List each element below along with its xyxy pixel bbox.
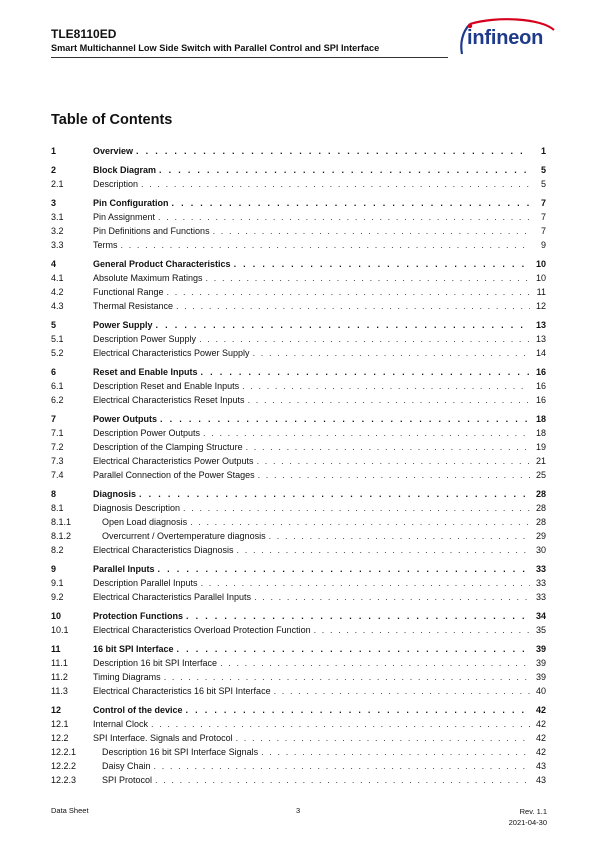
toc-entry[interactable]: [51, 642, 546, 656]
toc-dot-leader: [183, 501, 530, 515]
toc-entry-number: 2.1: [51, 179, 64, 189]
toc-entry-leader-line: [93, 346, 546, 360]
toc-dot-leader: [159, 163, 530, 177]
toc-entry-page[interactable]: 30: [530, 543, 546, 557]
toc-entry-number: 3.2: [51, 226, 64, 236]
toc-entry-leader-line: [93, 426, 546, 440]
toc-entry-leader-line: [93, 609, 546, 623]
toc-entry-title[interactable]: Description: [93, 177, 141, 191]
toc-entry-page[interactable]: 29: [530, 529, 546, 543]
toc-entry-number: 12.2.3: [51, 775, 77, 785]
toc-entry-leader-line: [93, 196, 546, 210]
toc-entry-leader-line: [93, 703, 546, 717]
toc-entry[interactable]: [51, 318, 546, 332]
toc-entry-number: 6.2: [51, 395, 64, 405]
toc-entry[interactable]: [51, 196, 546, 210]
toc-dot-leader: [177, 642, 530, 656]
toc-dot-leader: [254, 590, 530, 604]
toc-entry-leader-line: [102, 529, 546, 543]
toc-dot-leader: [314, 623, 530, 637]
toc-entry[interactable]: [51, 515, 546, 529]
toc-entry-leader-line: [93, 623, 546, 637]
toc-entry-number: 5.1: [51, 334, 64, 344]
toc-entry-leader-line: [93, 440, 546, 454]
toc-dot-leader: [151, 717, 530, 731]
toc-entry[interactable]: [51, 210, 546, 224]
toc-entry-number: 5.2: [51, 348, 64, 358]
toc-entry-page[interactable]: 18: [530, 426, 546, 440]
toc-entry[interactable]: [51, 365, 546, 379]
toc-entry-leader-line: [93, 590, 546, 604]
footer-revision-block: [509, 806, 547, 828]
toc-entry-number: 9: [51, 564, 57, 574]
document-id: TLE8110ED: [51, 27, 117, 41]
toc-entry[interactable]: [51, 144, 546, 158]
toc-entry-page[interactable]: 33: [530, 576, 546, 590]
footer-revision: Rev. 1.1: [519, 807, 547, 816]
toc-entry-leader-line: [93, 454, 546, 468]
toc-entry-title[interactable]: Open Load diagnosis: [102, 515, 190, 529]
toc-entry-page[interactable]: 42: [530, 745, 546, 759]
toc-entry-page[interactable]: 39: [530, 642, 546, 656]
toc-entry-page[interactable]: 40: [530, 684, 546, 698]
toc-entry-number: 3: [51, 198, 57, 208]
toc-entry-title[interactable]: Pin Definitions and Functions: [93, 224, 213, 238]
toc-entry-number: 9.2: [51, 592, 64, 602]
toc-dot-leader: [257, 454, 530, 468]
toc-dot-leader: [246, 440, 530, 454]
toc-entry-leader-line: [93, 717, 546, 731]
toc-entry-number: 11.1: [51, 658, 68, 668]
toc-entry-number: 4: [51, 259, 57, 269]
toc-entry-number: 8: [51, 489, 57, 499]
footer-doc-type: Data Sheet: [51, 806, 89, 815]
toc-entry-number: 3.1: [51, 212, 64, 222]
toc-dot-leader: [158, 210, 530, 224]
toc-entry-page[interactable]: 14: [530, 346, 546, 360]
toc-entry-page[interactable]: 28: [530, 515, 546, 529]
toc-entry-title[interactable]: Parallel Connection of the Power Stages: [93, 468, 258, 482]
toc-entry-title[interactable]: Thermal Resistance: [93, 299, 176, 313]
toc-entry-title[interactable]: Description Parallel Inputs: [93, 576, 201, 590]
toc-entry-page[interactable]: 7: [530, 210, 546, 224]
toc-entry-title[interactable]: Description 16 bit SPI Interface: [93, 656, 220, 670]
toc-entry-leader-line: [93, 379, 546, 393]
toc-entry-title[interactable]: Description Power Supply: [93, 332, 199, 346]
toc-entry-title[interactable]: Pin Configuration: [93, 196, 172, 210]
toc-entry[interactable]: [51, 487, 546, 501]
toc-entry-number: 4.2: [51, 287, 64, 297]
toc-entry-number: 1: [51, 146, 57, 156]
toc-entry-page[interactable]: 39: [530, 670, 546, 684]
toc-entry-number: 7.4: [51, 470, 64, 480]
toc-dot-leader: [234, 257, 530, 271]
toc-entry-number: 9.1: [51, 578, 64, 588]
toc-entry-leader-line: [102, 745, 546, 759]
toc-dot-leader: [220, 656, 530, 670]
toc-dot-leader: [248, 393, 530, 407]
toc-entry-number: 7.3: [51, 456, 64, 466]
toc-entry-leader-line: [93, 163, 546, 177]
toc-dot-leader: [236, 731, 530, 745]
toc-entry-title[interactable]: SPI Interface. Signals and Protocol: [93, 731, 236, 745]
toc-entry-leader-line: [93, 576, 546, 590]
footer-page-number: 3: [296, 806, 301, 815]
toc-dot-leader: [261, 745, 530, 759]
toc-entry-title[interactable]: Pin Assignment: [93, 210, 158, 224]
toc-entry-title[interactable]: Diagnosis: [93, 487, 139, 501]
toc-entry-number: 11.3: [51, 686, 68, 696]
toc-entry-page[interactable]: 25: [530, 468, 546, 482]
toc-entry[interactable]: [51, 501, 546, 515]
toc-entry-title[interactable]: Control of the device: [93, 703, 186, 717]
toc-entry-title[interactable]: Electrical Characteristics 16 bit SPI Interface: [93, 684, 274, 698]
toc-entry[interactable]: [51, 745, 546, 759]
toc-entry[interactable]: [51, 285, 546, 299]
toc-entry-leader-line: [93, 210, 546, 224]
toc-entry[interactable]: [51, 426, 546, 440]
toc-entry-page[interactable]: 10: [530, 257, 546, 271]
toc-entry-page[interactable]: 28: [530, 501, 546, 515]
toc-entry-leader-line: [93, 642, 546, 656]
document-subtitle: Smart Multichannel Low Side Switch with Parallel Control and SPI Interface: [51, 43, 380, 53]
toc-entry-number: 8.1.2: [51, 531, 72, 541]
toc-entry-number: 10.1: [51, 625, 69, 635]
toc-entry-number: 7: [51, 414, 57, 424]
toc-entry-leader-line: [93, 562, 546, 576]
toc-entry-title[interactable]: Description of the Clamping Structure: [93, 440, 246, 454]
toc-entry-number: 7.1: [51, 428, 64, 438]
toc-entry[interactable]: [51, 731, 546, 745]
toc-entry-leader-line: [93, 393, 546, 407]
toc-entry-page[interactable]: 16: [530, 393, 546, 407]
toc-entry-page[interactable]: 43: [530, 759, 546, 773]
toc-entry-page[interactable]: 12: [530, 299, 546, 313]
toc-entry[interactable]: [51, 332, 546, 346]
toc-entry-leader-line: [93, 332, 546, 346]
toc-entry-page[interactable]: 33: [530, 590, 546, 604]
toc-entry-page[interactable]: 21: [530, 454, 546, 468]
toc-entry-page[interactable]: 7: [530, 224, 546, 238]
toc-entry-page[interactable]: 10: [530, 271, 546, 285]
toc-entry-number: 7.2: [51, 442, 64, 452]
toc-entry-title[interactable]: Description Power Outputs: [93, 426, 203, 440]
toc-entry-leader-line: [93, 501, 546, 515]
toc-dot-leader: [136, 144, 530, 158]
toc-dot-leader: [242, 379, 530, 393]
toc-entry-leader-line: [93, 271, 546, 285]
toc-entry-page[interactable]: 42: [530, 731, 546, 745]
toc-dot-leader: [158, 562, 530, 576]
toc-entry[interactable]: [51, 703, 546, 717]
toc-entry-number: 12.2.2: [51, 761, 77, 771]
toc-entry-page[interactable]: 7: [530, 196, 546, 210]
toc-entry-leader-line: [93, 670, 546, 684]
toc-entry-leader-line: [93, 238, 546, 252]
toc-dot-leader: [121, 238, 531, 252]
toc-entry[interactable]: [51, 623, 546, 637]
toc-dot-leader: [201, 576, 530, 590]
toc-entry-number: 12.1: [51, 719, 69, 729]
toc-dot-leader: [199, 332, 530, 346]
toc-entry-page[interactable]: 39: [530, 656, 546, 670]
toc-entry-page[interactable]: 16: [530, 365, 546, 379]
toc-entry[interactable]: [51, 393, 546, 407]
toc-entry-page[interactable]: 34: [530, 609, 546, 623]
toc-entry-title[interactable]: Description 16 bit SPI Interface Signals: [102, 745, 261, 759]
toc-dot-leader: [155, 773, 530, 787]
toc-entry-leader-line: [93, 656, 546, 670]
toc-entry-title[interactable]: Parallel Inputs: [93, 562, 158, 576]
toc-entry-leader-line: [93, 144, 546, 158]
table-of-contents: [51, 144, 546, 787]
toc-dot-leader: [141, 177, 530, 191]
toc-entry-number: 8.2: [51, 545, 64, 555]
toc-dot-leader: [160, 412, 530, 426]
toc-entry-leader-line: [93, 224, 546, 238]
toc-entry-title[interactable]: Protection Functions: [93, 609, 186, 623]
toc-entry[interactable]: [51, 379, 546, 393]
toc-dot-leader: [258, 468, 530, 482]
toc-entry[interactable]: [51, 177, 546, 191]
toc-entry-number: 5: [51, 320, 57, 330]
toc-entry[interactable]: [51, 271, 546, 285]
toc-entry-page[interactable]: 13: [530, 332, 546, 346]
toc-entry-number: 12.2.1: [51, 747, 77, 757]
toc-entry[interactable]: [51, 670, 546, 684]
toc-entry-number: 8.1.1: [51, 517, 72, 527]
toc-entry-page[interactable]: 42: [530, 703, 546, 717]
toc-dot-leader: [269, 529, 530, 543]
toc-entry[interactable]: [51, 717, 546, 731]
toc-entry-title[interactable]: Timing Diagrams: [93, 670, 164, 684]
toc-entry-leader-line: [93, 318, 546, 332]
toc-entry-number: 10: [51, 611, 62, 621]
toc-entry-title[interactable]: Electrical Characteristics Reset Inputs: [93, 393, 248, 407]
toc-entry[interactable]: [51, 440, 546, 454]
toc-entry-title[interactable]: Electrical Characteristics Overload Protection Function: [93, 623, 314, 637]
toc-entry-leader-line: [102, 759, 546, 773]
toc-entry[interactable]: [51, 224, 546, 238]
toc-entry-title[interactable]: Overcurrent / Overtemperature diagnosis: [102, 529, 269, 543]
toc-entry-number: 12: [51, 705, 62, 715]
toc-dot-leader: [201, 365, 530, 379]
toc-entry-page[interactable]: 19: [530, 440, 546, 454]
toc-entry-leader-line: [93, 299, 546, 313]
toc-entry-title[interactable]: Overview: [93, 144, 136, 158]
toc-entry-title[interactable]: Electrical Characteristics Parallel Inputs: [93, 590, 254, 604]
toc-entry-title[interactable]: Electrical Characteristics Diagnosis: [93, 543, 237, 557]
toc-entry-leader-line: [102, 515, 546, 529]
toc-entry-title[interactable]: Description Reset and Enable Inputs: [93, 379, 242, 393]
toc-dot-leader: [190, 515, 530, 529]
toc-entry-title[interactable]: Daisy Chain: [102, 759, 154, 773]
toc-entry-leader-line: [93, 543, 546, 557]
toc-dot-leader: [172, 196, 531, 210]
toc-entry-number: 2: [51, 165, 57, 175]
toc-entry-page[interactable]: 9: [530, 238, 546, 252]
toc-entry-page[interactable]: 33: [530, 562, 546, 576]
toc-dot-leader: [203, 426, 530, 440]
toc-entry[interactable]: [51, 163, 546, 177]
toc-entry-page[interactable]: 11: [530, 285, 546, 299]
toc-entry-page[interactable]: 28: [530, 487, 546, 501]
toc-dot-leader: [176, 299, 530, 313]
toc-entry[interactable]: [51, 412, 546, 426]
toc-dot-leader: [186, 609, 530, 623]
toc-dot-leader: [167, 285, 530, 299]
logo-text: infineon: [467, 27, 544, 49]
toc-entry-page[interactable]: 5: [530, 177, 546, 191]
toc-entry[interactable]: [51, 346, 546, 360]
toc-entry[interactable]: [51, 684, 546, 698]
toc-entry[interactable]: [51, 562, 546, 576]
toc-entry-title[interactable]: Terms: [93, 238, 121, 252]
toc-entry-leader-line: [93, 177, 546, 191]
toc-entry[interactable]: [51, 773, 546, 787]
toc-entry[interactable]: [51, 529, 546, 543]
toc-entry-number: 12.2: [51, 733, 69, 743]
toc-title: Table of Contents: [51, 112, 173, 128]
toc-entry-title[interactable]: Reset and Enable Inputs: [93, 365, 201, 379]
toc-dot-leader: [154, 759, 530, 773]
toc-entry-number: 4.1: [51, 273, 64, 283]
toc-entry[interactable]: [51, 454, 546, 468]
toc-entry[interactable]: [51, 590, 546, 604]
toc-dot-leader: [164, 670, 530, 684]
toc-entry-leader-line: [93, 412, 546, 426]
toc-entry-number: 11.2: [51, 672, 68, 682]
toc-entry[interactable]: [51, 576, 546, 590]
toc-entry[interactable]: [51, 468, 546, 482]
toc-entry-leader-line: [93, 468, 546, 482]
toc-entry-title[interactable]: Electrical Characteristics Power Supply: [93, 346, 253, 360]
toc-entry-number: 6.1: [51, 381, 64, 391]
toc-entry-page[interactable]: 5: [530, 163, 546, 177]
toc-entry[interactable]: [51, 759, 546, 773]
toc-entry[interactable]: [51, 299, 546, 313]
toc-entry-leader-line: [93, 684, 546, 698]
toc-entry[interactable]: [51, 609, 546, 623]
toc-entry-page[interactable]: 1: [530, 144, 546, 158]
toc-entry[interactable]: [51, 257, 546, 271]
toc-entry-title[interactable]: Diagnosis Description: [93, 501, 183, 515]
toc-entry-title[interactable]: Block Diagram: [93, 163, 159, 177]
toc-entry-number: 11: [51, 644, 61, 654]
toc-dot-leader: [186, 703, 530, 717]
toc-entry-number: 4.3: [51, 301, 64, 311]
toc-entry[interactable]: [51, 238, 546, 252]
toc-entry-page[interactable]: 42: [530, 717, 546, 731]
toc-dot-leader: [237, 543, 530, 557]
toc-entry-page[interactable]: 35: [530, 623, 546, 637]
toc-entry[interactable]: [51, 543, 546, 557]
toc-entry-leader-line: [93, 285, 546, 299]
toc-entry-title[interactable]: Internal Clock: [93, 717, 151, 731]
toc-entry-number: 8.1: [51, 503, 64, 513]
toc-entry-title[interactable]: 16 bit SPI Interface: [93, 642, 177, 656]
toc-dot-leader: [156, 318, 530, 332]
toc-entry-number: 3.3: [51, 240, 64, 250]
header-divider: [51, 57, 448, 58]
toc-entry-leader-line: [93, 257, 546, 271]
toc-entry-title[interactable]: Power Outputs: [93, 412, 160, 426]
toc-dot-leader: [274, 684, 530, 698]
toc-dot-leader: [213, 224, 530, 238]
toc-entry[interactable]: [51, 656, 546, 670]
toc-entry-leader-line: [93, 731, 546, 745]
toc-entry-title[interactable]: Functional Range: [93, 285, 167, 299]
toc-entry-page[interactable]: 18: [530, 412, 546, 426]
toc-entry-leader-line: [93, 365, 546, 379]
toc-entry-title[interactable]: Electrical Characteristics Power Outputs: [93, 454, 257, 468]
toc-entry-page[interactable]: 16: [530, 379, 546, 393]
toc-entry-page[interactable]: 13: [530, 318, 546, 332]
toc-entry-title[interactable]: General Product Characteristics: [93, 257, 234, 271]
toc-dot-leader: [139, 487, 530, 501]
toc-entry-number: 6: [51, 367, 57, 377]
footer-date: 2021-04-30: [508, 818, 547, 827]
toc-entry-title[interactable]: Power Supply: [93, 318, 156, 332]
toc-dot-leader: [206, 271, 530, 285]
toc-entry-page[interactable]: 43: [530, 773, 546, 787]
toc-entry-leader-line: [93, 487, 546, 501]
infineon-logo: [456, 18, 556, 58]
toc-entry-title[interactable]: SPI Protocol: [102, 773, 155, 787]
toc-dot-leader: [253, 346, 530, 360]
toc-entry-title[interactable]: Absolute Maximum Ratings: [93, 271, 206, 285]
toc-entry-leader-line: [102, 773, 546, 787]
page-header: [51, 27, 451, 54]
